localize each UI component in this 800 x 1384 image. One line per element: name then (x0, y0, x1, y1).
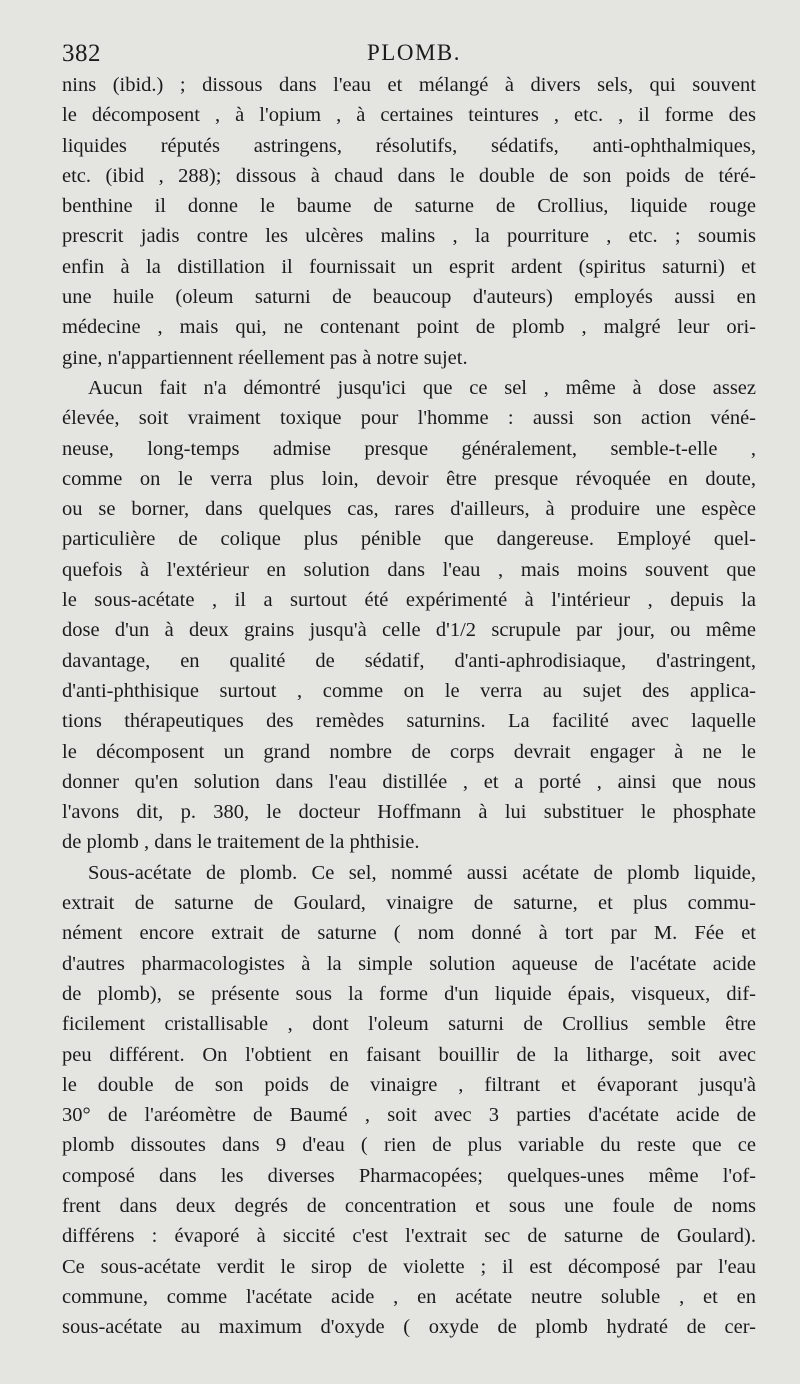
text-line: d'anti-phthisique surtout , comme on le verra au sujet des applica- (62, 679, 756, 702)
text-line: quefois à l'extérieur en solution dans l'eau , mais moins souvent que (62, 558, 756, 581)
text-line: élevée, soit vraiment toxique pour l'homme : aussi son action véné- (62, 407, 756, 430)
text-line: dose d'un à deux grains jusqu'à celle d'1/2 scrupule par jour, ou même (62, 619, 756, 642)
text-line: le sous-acétate , il a surtout été expérimenté à l'intérieur , depuis la (62, 589, 756, 612)
body-text (62, 70, 756, 1342)
text-line: tions thérapeutiques des remèdes saturnins. La facilité avec laquelle (62, 710, 756, 733)
text-line: davantage, en qualité de sédatif, d'anti-aphrodisiaque, d'astringent, (62, 649, 756, 672)
text-line: le double de son poids de vinaigre , filtrant et évaporant jusqu'à (62, 1073, 756, 1096)
text-line: prescrit jadis contre les ulcères malins , la pourriture , etc. ; soumis (62, 225, 756, 248)
text-line: liquides réputés astringens, résolutifs, sédatifs, anti-ophthalmiques, (62, 134, 756, 157)
text-line: Ce sous-acétate verdit le sirop de violette ; il est décomposé par l'eau (62, 1255, 756, 1278)
text-line: peu différent. On l'obtient en faisant bouillir de la litharge, soit avec (62, 1043, 756, 1066)
text-line: extrait de saturne de Goulard, vinaigre de saturne, et plus commu- (62, 892, 756, 915)
text-line: neuse, long-temps admise presque généralement, semble-t-elle , (62, 437, 756, 460)
text-line: commune, comme l'acétate acide , en acétate neutre soluble , et en (62, 1285, 756, 1308)
text-line: sous-acétate au maximum d'oxyde ( oxyde de plomb hydraté de cer- (62, 1316, 756, 1339)
text-line: nément encore extrait de saturne ( nom donné à tort par M. Fée et (62, 922, 756, 945)
text-line: benthine il donne le baume de saturne de Crollius, liquide rouge (62, 195, 756, 218)
text-line: composé dans les diverses Pharmacopées; quelques-unes même l'of- (62, 1164, 756, 1187)
text-line: le décomposent un grand nombre de corps devrait engager à ne le (62, 740, 756, 763)
text-line: médecine , mais qui, ne contenant point de plomb , malgré leur ori- (62, 316, 756, 339)
text-line: donner qu'en solution dans l'eau distillée , et a porté , ainsi que nous (62, 770, 756, 793)
text-line: particulière de colique plus pénible que dangereuse. Employé quel- (62, 528, 756, 551)
text-line: ou se borner, dans quelques cas, rares d'ailleurs, à produire une espèce (62, 498, 756, 521)
text-line: comme on le verra plus loin, devoir être presque révoquée en doute, (62, 467, 756, 490)
text-line: enfin à la distillation il fournissait un esprit ardent (spiritus saturni) et (62, 255, 756, 278)
text-line: plomb dissoutes dans 9 d'eau ( rien de plus variable du reste que ce (62, 1134, 756, 1157)
text-line: différens : évaporé à siccité c'est l'extrait sec de saturne de Goulard). (62, 1225, 756, 1248)
text-line: l'avons dit, p. 380, le docteur Hoffmann à lui substituer le phosphate (62, 801, 756, 824)
text-line: etc. (ibid , 288); dissous à chaud dans le double de son poids de téré- (62, 164, 756, 187)
text-line: le décomposent , à l'opium , à certaines teintures , etc. , il forme des (62, 104, 756, 127)
text-line: nins (ibid.) ; dissous dans l'eau et mélangé à divers sels, qui souvent (62, 74, 756, 96)
text-line: une huile (oleum saturni de beaucoup d'auteurs) employés aussi en (62, 286, 756, 309)
page-number: 382 (62, 40, 101, 67)
text-line: de plomb), se présente sous la forme d'un liquide épais, visqueux, dif- (62, 982, 756, 1005)
text-line: 30° de l'aréomètre de Baumé , soit avec 3 parties d'acétate acide de (62, 1104, 756, 1127)
text-line: de plomb , dans le traitement de la phthisie. (62, 831, 420, 854)
text-line: ficilement cristallisable , dont l'oleum saturni de Crollius semble être (62, 1013, 756, 1036)
text-line: d'autres pharmacologistes à la simple solution aqueuse de l'acétate acide (62, 952, 756, 975)
paragraph-start: Sous-acétate de plomb. Ce sel, nommé aussi acétate de plomb liquide, (88, 861, 756, 884)
running-head: PLOMB. (367, 40, 461, 65)
text-line: gine, n'appartiennent réellement pas à notre sujet. (62, 346, 468, 369)
paragraph-start: Aucun fait n'a démontré jusqu'ici que ce sel , même à dose assez (88, 376, 756, 399)
text-line: frent dans deux degrés de concentration et sous une foule de noms (62, 1194, 756, 1217)
